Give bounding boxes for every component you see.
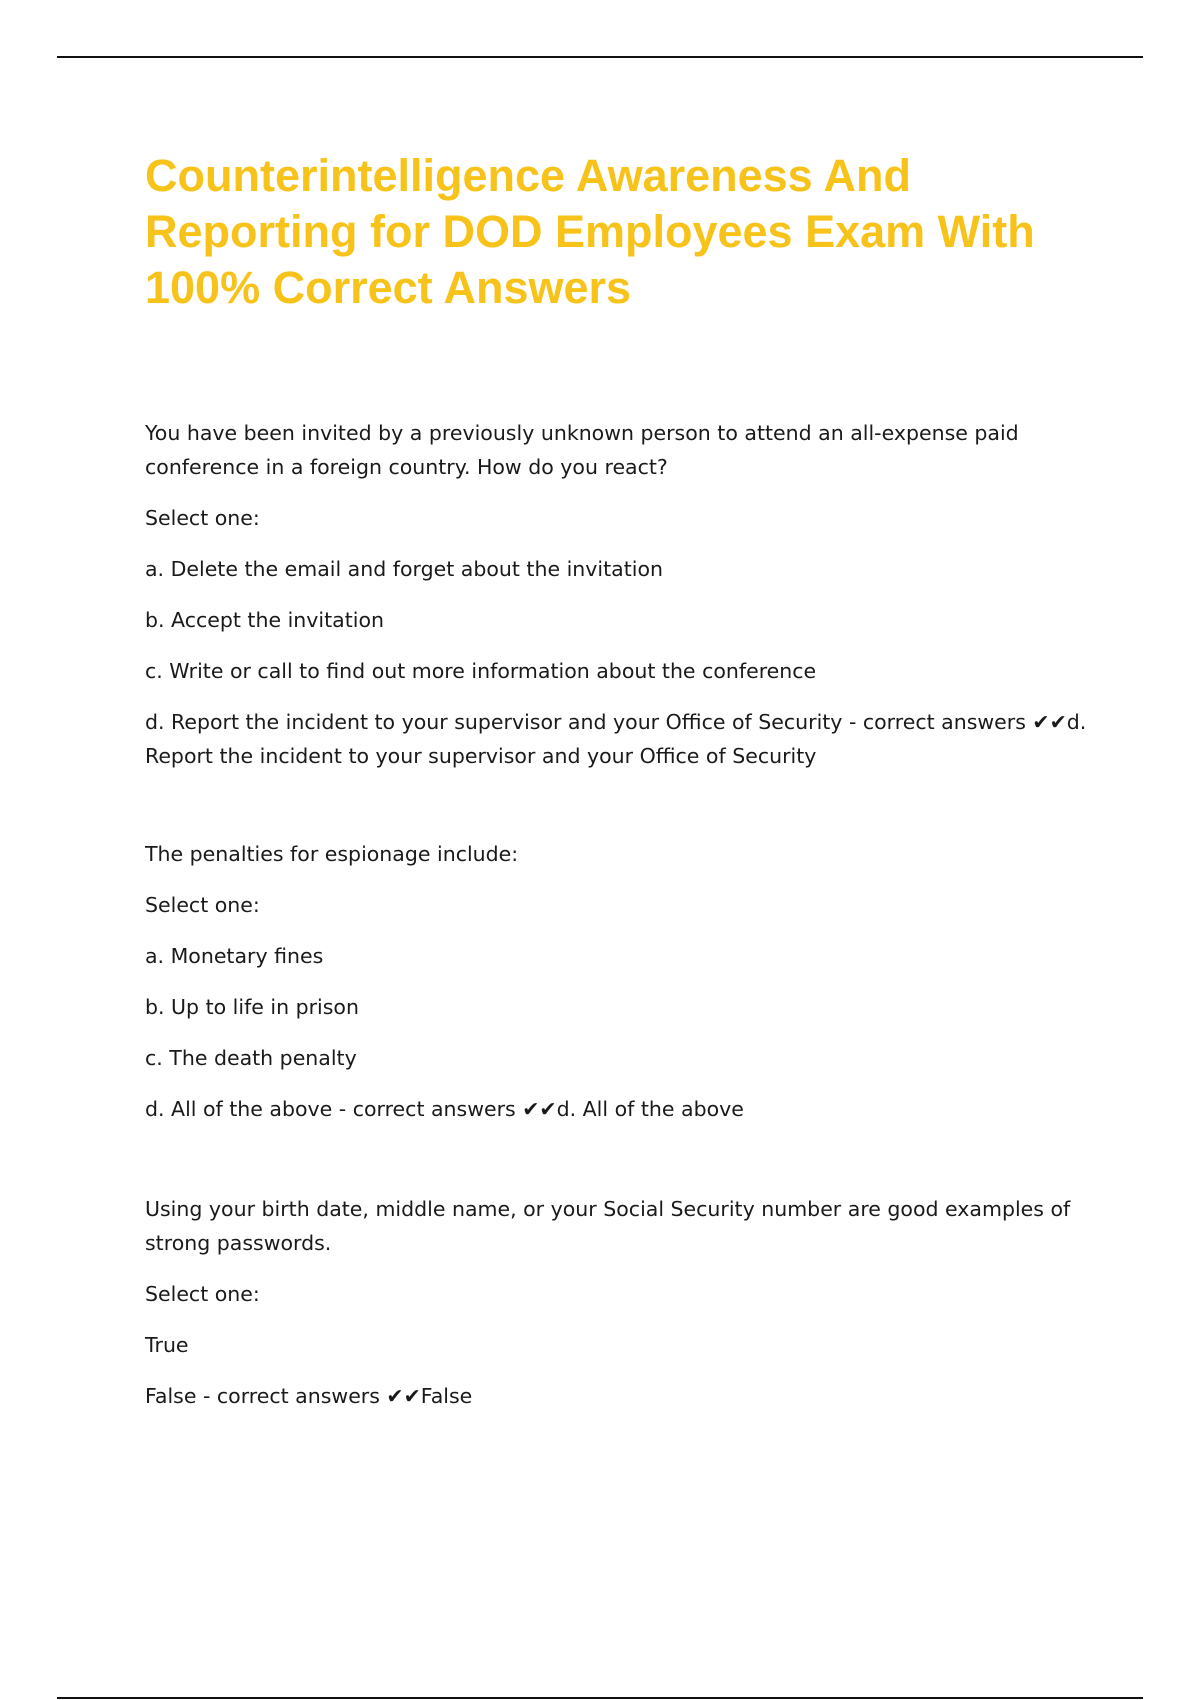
question-instruction: Select one: [145,893,260,917]
document-body [145,148,1095,1430]
option-a: a. Delete the email and forget about the invitation [145,557,663,581]
bottom-rule [57,1697,1143,1699]
option-c: c. The death penalty [145,1046,357,1070]
option-a: a. Monetary fines [145,944,324,968]
question-3 [145,1192,1095,1413]
option-false-answer: False - correct answers ✔✔False [145,1384,473,1408]
option-c: c. Write or call to find out more information about the conference [145,659,817,683]
question-instruction: Select one: [145,506,260,530]
option-d-answer: d. All of the above - correct answers ✔✔d. All of the above [145,1097,744,1121]
option-b: b. Accept the invitation [145,608,384,632]
question-prompt: Using your birth date, middle name, or your Social Security number are good examples of strong passwords. [145,1197,1071,1255]
option-b: b. Up to life in prison [145,995,359,1019]
question-1 [145,416,1095,773]
question-instruction: Select one: [145,1282,260,1306]
option-true: True [145,1333,189,1357]
top-rule [57,56,1143,58]
question-prompt: You have been invited by a previously unknown person to attend an all-expense paid conference in a foreign country. How do you react? [145,421,1019,479]
question-2 [145,837,1095,1126]
option-d-answer: d. Report the incident to your supervisor and your Office of Security - correct answers ✔✔d. Report the incident to your supervisor and your Office of Security [145,710,1087,768]
question-prompt: The penalties for espionage include: [145,842,519,866]
document-title: Counterintelligence Awareness And Reporting for DOD Employees Exam With 100% Correct Answers [145,150,1035,313]
